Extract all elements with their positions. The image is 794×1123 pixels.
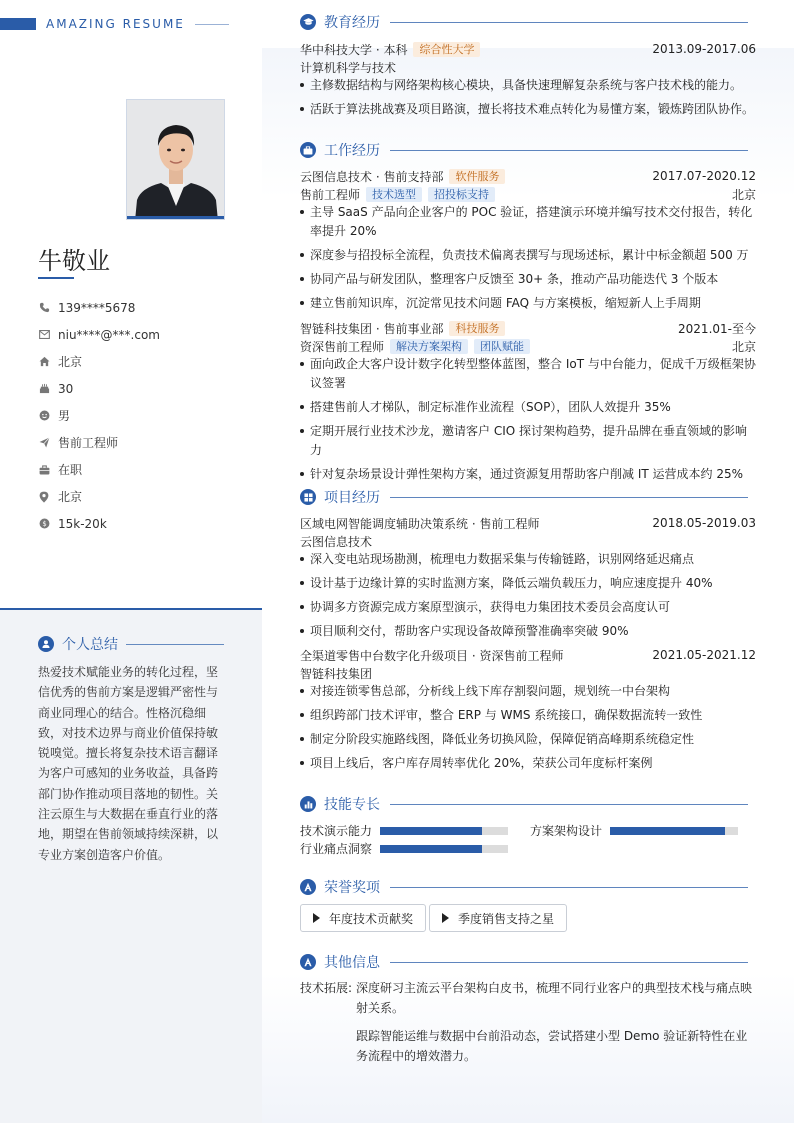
education-header xyxy=(300,12,748,32)
svg-text:$: $ xyxy=(41,519,47,528)
brand-text: AMAZING RESUME xyxy=(46,17,185,31)
summary-text: 热爱技术赋能业务的转化过程，坚信优秀的售前方案是逻辑严密性与商业同理心的结合。性格沉稳细致，对技术边界与商业价值保持敏锐嗅觉。擅长将复杂技术语言翻译为客户可感知的业务收益，具备跨部门协作推动项目落地的韧性。关注云原生与大数据在垂直行业的落地，期望在售前领域持续深耕，以专业方案创造客户价值。 xyxy=(38,665,219,862)
brand-line xyxy=(195,24,229,25)
info-status-text: 在职 xyxy=(58,463,83,477)
job-1-period: 2017.07-2020.12 xyxy=(652,169,756,183)
education-tag: 综合性大学 xyxy=(413,42,480,57)
job-1-role-row xyxy=(300,186,756,202)
info-age-text: 30 xyxy=(58,381,74,396)
skill-name: 技术演示能力 xyxy=(300,824,373,838)
skill-item xyxy=(300,822,508,839)
bar-chart-icon xyxy=(300,796,316,812)
education-period: 2013.09-2017.06 xyxy=(652,42,756,56)
project-2-company: 智链科技集团 xyxy=(300,667,373,681)
list-item: 定期开展行业技术沙龙，邀请客户 CIO 探讨架构趋势，提升品牌在垂直领域的影响力 xyxy=(300,422,758,460)
list-item: 建立售前知识库，沉淀常见技术问题 FAQ 与方案模板，缩短新人上手周期 xyxy=(300,294,758,313)
list-item: 组织跨部门技术评审，整合 ERP 与 WMS 系统接口，确保数据流转一致性 xyxy=(300,706,758,725)
skill-bar xyxy=(380,845,508,853)
graduation-cap-icon xyxy=(300,14,316,30)
location-icon xyxy=(38,491,50,503)
job-1-industry-tag: 软件服务 xyxy=(449,169,505,184)
project-2-period: 2021.05-2021.12 xyxy=(652,648,756,662)
info-phone-text: 139****5678 xyxy=(58,300,136,315)
other-paragraph: 跟踪智能运维与数据中台前沿动态，尝试搭建小型 Demo 验证新特性在业务流程中的增效潜力。 xyxy=(356,1029,748,1063)
briefcase-icon xyxy=(300,142,316,158)
list-item: 搭建售前人才梯队，制定标准作业流程（SOP），团队人效提升 35% xyxy=(300,398,758,417)
info-salary xyxy=(38,510,248,537)
list-item: 设计基于边缘计算的实时监测方案，降低云端负载压力，响应速度提升 40% xyxy=(300,574,758,593)
skills-title: 技能专长 xyxy=(324,797,380,813)
skills-title-line xyxy=(390,804,748,805)
sidebar xyxy=(0,0,262,1123)
project-1-row xyxy=(300,515,756,531)
list-item: 主修数据结构与网络架构核心模块，具备快速理解复杂系统与客户技术栈的能力。 xyxy=(300,76,758,95)
awards-title-line xyxy=(390,887,748,888)
job-2-skill-tag: 解决方案架构 xyxy=(390,339,468,354)
education-title: 教育经历 xyxy=(324,15,380,31)
other-label: 技术拓展: xyxy=(300,981,353,995)
home-icon xyxy=(38,356,50,368)
skill-item xyxy=(300,840,508,857)
send-icon xyxy=(38,437,50,449)
projects-header xyxy=(300,487,748,507)
info-salary-text: 15k-20k xyxy=(58,516,107,531)
cake-icon xyxy=(38,383,50,395)
face-icon xyxy=(38,410,50,422)
project-2-bullets xyxy=(300,682,758,778)
info-email-text: niu****@***.com xyxy=(58,327,160,342)
list-item: 对接连锁零售总部，分析线上线下库存割裂问题，规划统一中台架构 xyxy=(300,682,758,701)
phone-icon xyxy=(38,302,50,314)
job-2-industry-tag: 科技服务 xyxy=(449,321,505,336)
award-label: 季度销售支持之星 xyxy=(458,911,555,926)
profile-name: 牛敬业 xyxy=(38,247,110,275)
info-home-text: 北京 xyxy=(58,355,83,369)
profile-photo xyxy=(126,99,225,220)
awards-title: 荣誉奖项 xyxy=(324,880,380,896)
project-2-name: 全渠道零售中台数字化升级项目 · 资深售前工程师 xyxy=(300,648,564,663)
info-location xyxy=(38,483,248,510)
list-item: 主导 SaaS 产品向企业客户的 POC 验证，搭建演示环境并编写技术交付报告，转化率提升 20% xyxy=(300,203,758,241)
list-item: 协调多方资源完成方案原型演示，获得电力集团技术委员会高度认可 xyxy=(300,598,758,617)
education-school: 华中科技大学 · 本科 xyxy=(300,42,408,57)
education-row xyxy=(300,41,756,57)
project-1-bullets xyxy=(300,550,758,646)
work-title: 工作经历 xyxy=(324,143,380,159)
portrait-illustration xyxy=(127,100,225,220)
skill-fill xyxy=(380,827,482,835)
summary-title-line xyxy=(126,644,224,645)
job-2-city: 北京 xyxy=(731,339,756,354)
list-item: 协同产品与研发团队，整理客户反馈至 30+ 条，推动产品功能迭代 3 个版本 xyxy=(300,270,758,289)
money-icon xyxy=(38,518,50,530)
info-home xyxy=(38,348,248,375)
list-item: 针对复杂场景设计弹性架构方案，通过资源复用帮助客户削减 IT 运营成本约 25% xyxy=(300,465,758,484)
info-status xyxy=(38,456,248,483)
award-badge xyxy=(429,904,567,932)
job-1-row xyxy=(300,168,756,184)
project-1-period: 2018.05-2019.03 xyxy=(652,516,756,530)
award-icon xyxy=(300,879,316,895)
job-2-period: 2021.01-至今 xyxy=(678,321,756,336)
project-1-name: 区域电网智能调度辅助决策系统 · 售前工程师 xyxy=(300,516,540,531)
skills-header xyxy=(300,794,748,814)
name-underline xyxy=(38,277,74,279)
play-icon xyxy=(442,913,449,923)
projects-title: 项目经历 xyxy=(324,490,380,506)
info-position xyxy=(38,429,248,456)
main-content xyxy=(262,0,794,1123)
list-item: 项目上线后，客户库存周转率优化 20%，荣获公司年度标杆案例 xyxy=(300,754,758,773)
info-gender xyxy=(38,402,248,429)
job-1-role: 售前工程师 xyxy=(300,187,361,202)
briefcase-icon xyxy=(38,464,50,476)
contact-info-list xyxy=(38,294,248,537)
job-1-bullets xyxy=(300,203,758,318)
grid-icon xyxy=(300,489,316,505)
skill-item xyxy=(530,822,738,839)
skill-name: 行业痛点洞察 xyxy=(300,842,373,856)
list-item: 面向政企大客户设计数字化转型整体蓝图，整合 IoT 与中台能力，促成千万级框架协议签署 xyxy=(300,355,758,393)
skill-name: 方案架构设计 xyxy=(530,824,603,838)
work-header xyxy=(300,140,748,160)
info-age xyxy=(38,375,248,402)
education-bullets xyxy=(300,76,758,124)
info-email xyxy=(38,321,248,348)
other-paragraph: 深度研习主流云平台架构白皮书，梳理不同行业客户的典型技术栈与痛点映射关系。 xyxy=(356,981,753,1015)
photo-underline xyxy=(127,216,224,219)
job-1-skill-tag: 技术选型 xyxy=(366,187,422,202)
play-icon xyxy=(313,913,320,923)
other-header xyxy=(300,952,748,972)
job-2-role-row xyxy=(300,338,756,354)
job-2-bullets xyxy=(300,355,758,489)
summary-header xyxy=(38,634,224,654)
education-major: 计算机科学与技术 xyxy=(300,61,397,75)
education-title-line xyxy=(390,22,748,23)
awards-header xyxy=(300,877,748,897)
info-phone xyxy=(38,294,248,321)
brand-header xyxy=(0,16,229,32)
info-position-text: 售前工程师 xyxy=(58,436,119,450)
job-2-skill-tag: 团队赋能 xyxy=(474,339,530,354)
award-icon xyxy=(300,954,316,970)
job-2-row xyxy=(300,320,756,336)
award-label: 年度技术贡献奖 xyxy=(329,911,414,926)
other-title-line xyxy=(390,962,748,963)
list-item: 项目顺利交付，帮助客户实现设备故障预警准确率突破 90% xyxy=(300,622,758,641)
projects-title-line xyxy=(390,497,748,498)
mail-icon xyxy=(38,329,50,341)
skill-bar xyxy=(610,827,738,835)
list-item: 深度参与招投标全流程，负责技术偏离表撰写与现场述标，累计中标金额超 500 万 xyxy=(300,246,758,265)
skill-bar xyxy=(380,827,508,835)
user-icon xyxy=(38,636,54,652)
info-gender-text: 男 xyxy=(58,409,71,423)
list-item: 活跃于算法挑战赛及项目路演，擅长将技术难点转化为易懂方案，锻炼跨团队协作。 xyxy=(300,100,758,119)
job-1-skill-tag: 招投标支持 xyxy=(428,187,495,202)
list-item: 深入变电站现场勘测，梳理电力数据采集与传输链路，识别网络延迟痛点 xyxy=(300,550,758,569)
list-item: 制定分阶段实施路线图，降低业务切换风险，保障促销高峰期系统稳定性 xyxy=(300,730,758,749)
job-2-company: 智链科技集团 · 售前事业部 xyxy=(300,321,444,336)
project-1-company: 云图信息技术 xyxy=(300,535,373,549)
other-title: 其他信息 xyxy=(324,955,380,971)
work-title-line xyxy=(390,150,748,151)
award-badge xyxy=(300,904,426,932)
summary-title: 个人总结 xyxy=(62,637,118,653)
job-1-company: 云图信息技术 · 售前支持部 xyxy=(300,169,444,184)
skill-fill xyxy=(610,827,725,835)
info-location-text: 北京 xyxy=(58,490,83,504)
skill-fill xyxy=(380,845,482,853)
job-1-city: 北京 xyxy=(731,187,756,202)
brand-bar xyxy=(0,18,36,30)
job-2-role: 资深售前工程师 xyxy=(300,339,385,354)
project-2-row xyxy=(300,647,756,663)
